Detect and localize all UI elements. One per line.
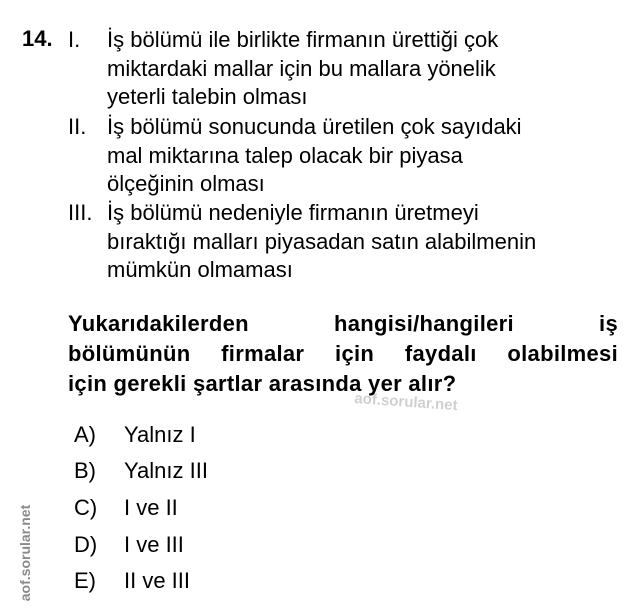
statement-line: İş bölümü ile birlikte firmanın ürettiği çok [107, 27, 499, 52]
numeral: III. [68, 200, 93, 225]
option-text: Yalnız I [124, 422, 196, 447]
option-letter: E) [74, 568, 96, 593]
statement-line: miktardaki mallar için bu mallara yönelik [107, 55, 496, 81]
watermark-side: aof.sorular.net [17, 504, 33, 602]
statement-line: bıraktığı malları piyasadan satın alabilmenin [107, 228, 537, 254]
option-letter: C) [74, 495, 98, 520]
stem-line: bölümünün firmalar için faydalı olabilmesi [68, 341, 618, 366]
statement-line: mal miktarına talep olacak bir piyasa [107, 142, 463, 168]
statement-line: İş bölümü nedeniyle firmanın üretmeyi [107, 200, 479, 225]
option-letter: A) [74, 422, 96, 447]
statement-line: mümkün olmaması [107, 257, 293, 282]
option-text: I ve III [124, 532, 184, 557]
question-number: 14. [22, 26, 53, 51]
numeral: I. [68, 27, 81, 52]
option-letter: D) [74, 532, 98, 557]
statement-line: yeterli talebin olması [107, 84, 308, 109]
stem-line: Yukarıdakilerden hangisi/hangileri iş [68, 311, 618, 336]
option-text: Yalnız III [124, 458, 208, 483]
question-stem [68, 309, 618, 399]
watermark-inline: aof.sorular.net [353, 390, 459, 415]
stem-line: için gerekli şartlar arasında yer alır? [68, 371, 457, 396]
option-letter: B) [74, 458, 96, 483]
option-text: II ve III [124, 568, 191, 593]
option-text: I ve II [124, 495, 178, 520]
statement-line: İş bölümü sonucunda üretilen çok sayıdaki [107, 114, 522, 139]
statement-line: ölçeğinin olması [107, 171, 265, 196]
numeral: II. [68, 114, 87, 139]
